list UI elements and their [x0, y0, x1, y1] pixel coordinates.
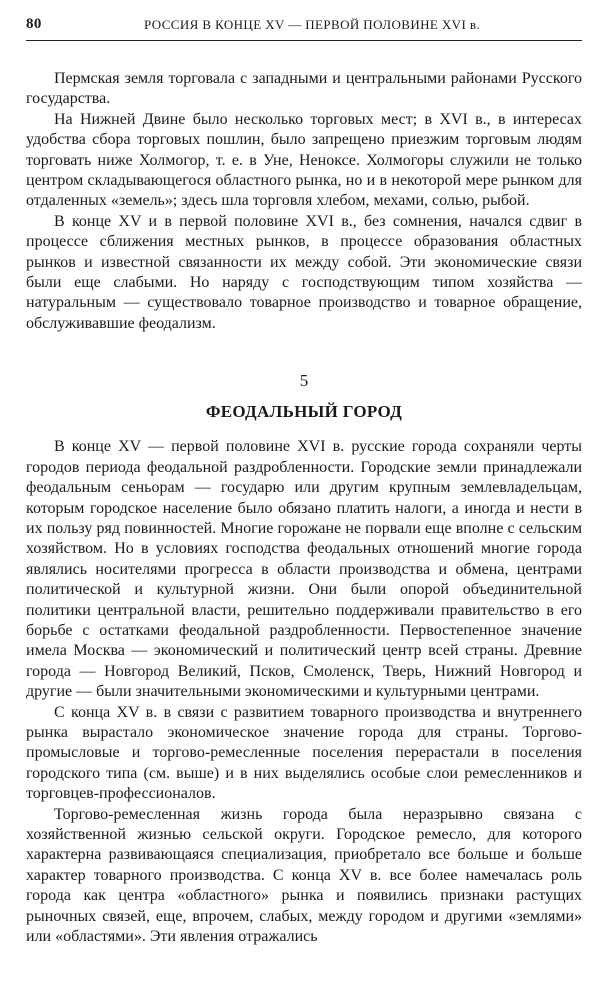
section-title: ФЕОДАЛЬНЫЙ ГОРОД [205, 402, 403, 422]
running-head [26, 10, 582, 41]
paragraph-city-economy: С конца XV в. в связи с развитием товарного производства и внутреннего рынка вырастало экономическое значение города для страны. Торгово-промысловые и торгово-ремесленные поселения перерастали в поселения городского типа (см. выше) и в них выделялись особые слои ремесленников и торговцев-профессионалов. [26, 703, 582, 803]
page-number: 80 [26, 16, 42, 32]
paragraph-perm-land: Пермская земля торговала с западными и центральными районами Русского государства. [26, 70, 582, 108]
paragraph-northern-dvina: На Нижней Двине было несколько торговых мест; в XVI в., в интересах удобства сбора торговых пошлин, было запрещено приезжим торговым людям торговать ниже Холмогор, т. е. в Уне, Неноксе. Холмогоры служили не только центром складывающегося областного рынка, но и в некоторой мере рынком для отдаленных «земель»; здесь шла торговля хлебом, мехами, солью, рыбой. [26, 110, 582, 210]
section-number: 5 [299, 371, 309, 391]
paragraph-trade-craft-life: Торгово-ремесленная жизнь города была неразрывно связана с хозяйственной жизнью сельской округи. Городское ремесло, для которого характерна развивающаяся специализация, приобретало все больше и больше характер товарного производства. С конца XV в. все более намечалась роль города как центра «областного» рынка и появились признаки растущих рыночных связей, еще, впрочем, слабых, между городом и другими «землями» или «областями». Эти явления отражались [26, 805, 582, 946]
running-title: РОССИЯ В КОНЦЕ XV — ПЕРВОЙ ПОЛОВИНЕ XVI в. [144, 17, 481, 32]
body-text [26, 69, 582, 947]
paragraph-local-markets: В конце XV и в первой половине XVI в., без сомнения, начался сдвиг в процессе сближения местных рынков, в процессе образования областных рынков и известной связанности их между собой. Эти экономические связи были еще слабыми. Но наряду с господствующим типом хозяйства — натуральным — существовало товарное производство и товарное обращение, обслуживавшие феодализм. [26, 212, 582, 332]
book-page [26, 10, 582, 980]
paragraph-russian-cities: В конце XV — первой половине XVI в. русские города сохраняли черты городов периода феодальной раздробленности. Городские земли принадлежали феодальным сеньорам — государю или другим крупным землевладельцам, которым городское население было обязано платить налоги, а иногда и нести в их пользу ряд повинностей. Многие горожане не порвали еще вполне с сельским хозяйством. Но в условиях господства феодальных отношений многие города являлись носителями прогресса в области производства и обмена, центрами политической и культурной жизни. Они были опорой объединительной политики центральной власти, решительно поддерживали правительство в его борьбе с остатками феодальной раздробленности. Первостепенное значение имела Москва — экономический и политический центр всей страны. Древние города — Новгород Великий, Псков, Смоленск, Тверь, Нижний Новгород и другие — были значительными экономическими и культурными центрами. [26, 438, 582, 701]
